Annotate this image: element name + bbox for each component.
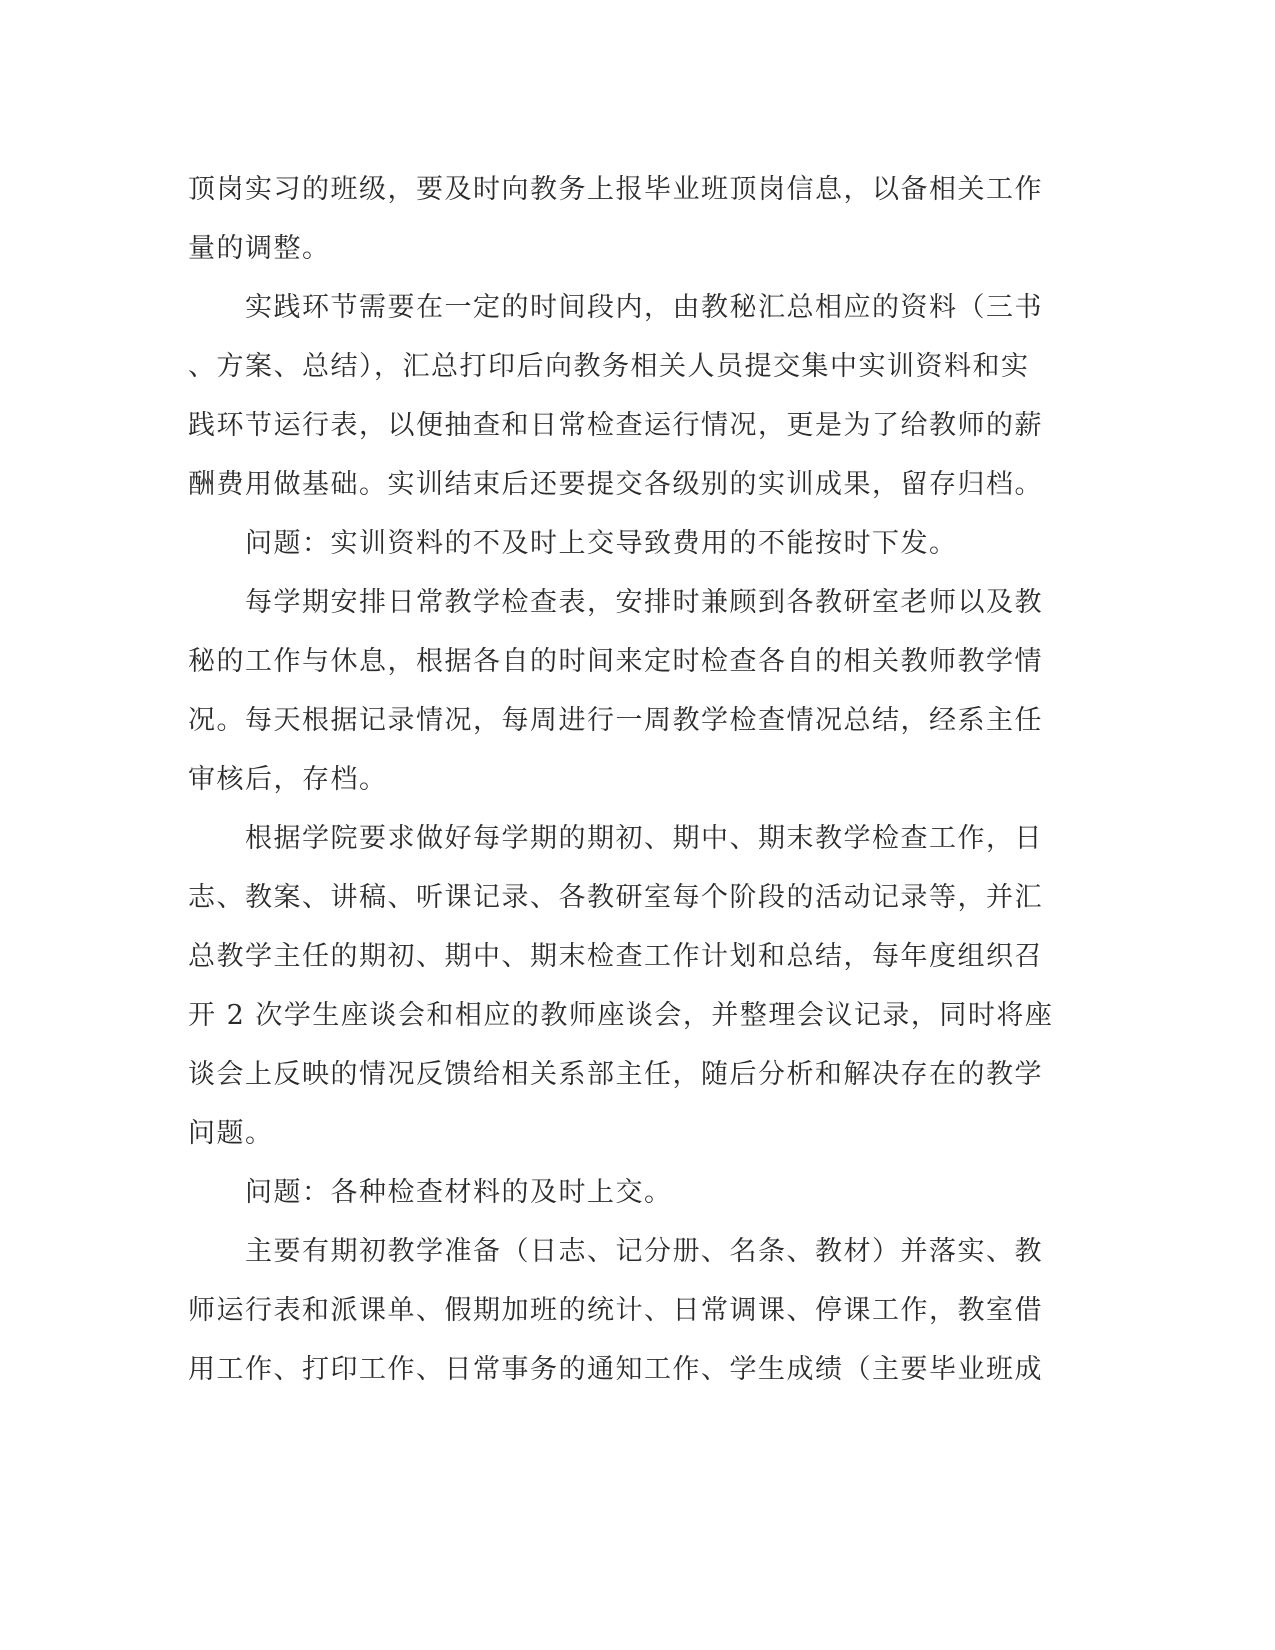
paragraph-issue-training-fees: 问题：实训资料的不及时上交导致费用的不能按时下发。 [188, 528, 958, 559]
paragraph-issue-inspection-materials: 问题：各种检查材料的及时上交。 [188, 1177, 673, 1208]
paragraph-daily-inspection: 每学期安排日常教学检查表，安排时兼顾到各教研室老师以及教 秘的工作与休息，根据各自的时间来定时检查各自的相关教师教学情 况。每天根据记录情况，每周进行一周教学检查情况总结，经系主任 审核后，存档。 [188, 587, 1043, 795]
paragraph-semester-inspection: 根据学院要求做好每学期的期初、期中、期末教学检查工作，日 志、教案、讲稿、听课记录、各教研室每个阶段的活动记录等，并汇 总教学主任的期初、期中、期末检查工作计划和总结，每年度组织召 开 2 次学生座谈会和相应的教师座谈会，并整理会议记录，同时将座 谈会上反映的情况反馈给相关系部主任，随后分析和解决存在的教学 问题。 [188, 823, 1054, 1149]
paragraph-practice-materials: 实践环节需要在一定的时间段内，由教秘汇总相应的资料（三书 、方案、总结），汇总打印后向教务相关人员提交集中实训资料和实 践环节运行表，以便抽查和日常检查运行情况，更是为了给教师的薪 酬费用做基础。实训结束后还要提交各级别的实训成果，留存归档。 [188, 292, 1043, 500]
document-body [188, 160, 1090, 1399]
paragraph-internship-report: 顶岗实习的班级，要及时向教务上报毕业班顶岗信息，以备相关工作 量的调整。 [188, 174, 1043, 264]
paragraph-main-duties: 主要有期初教学准备（日志、记分册、名条、教材）并落实、教 师运行表和派课单、假期加班的统计、日常调课、停课工作，教室借 用工作、打印工作、日常事务的通知工作、学生成绩（主要毕业班成 [188, 1236, 1043, 1385]
